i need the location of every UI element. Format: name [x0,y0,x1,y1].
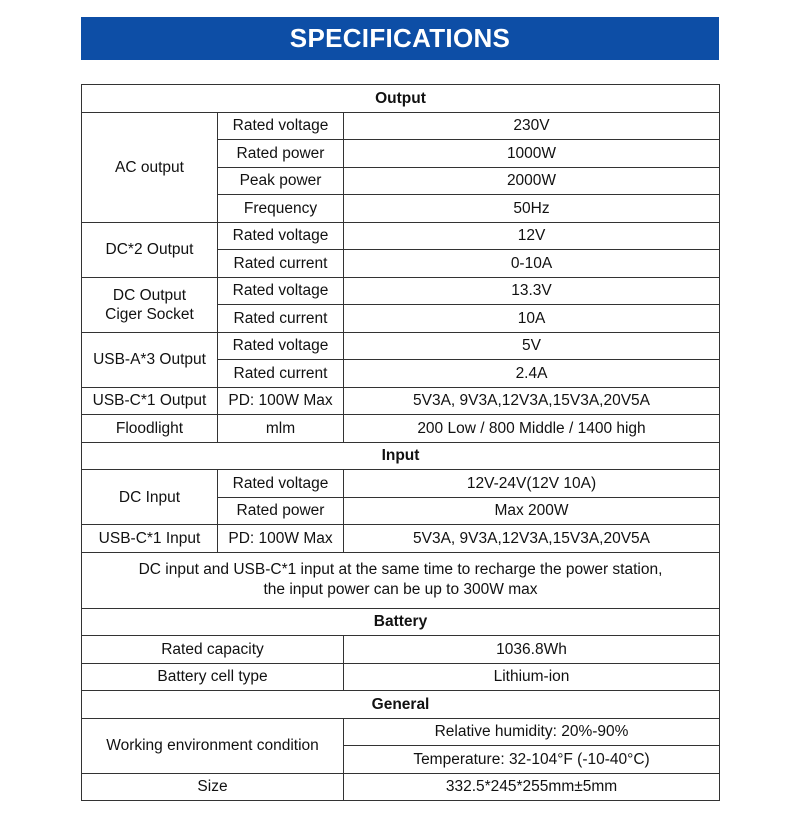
param-value: 13.3V [344,277,720,305]
group-label [82,277,218,332]
param-label: Rated voltage [218,277,344,305]
param-value: 230V [344,112,720,140]
note-line: DC input and USB-C*1 input at the same time to recharge the power station, [138,561,663,578]
param-value: 12V-24V(12V 10A) [344,470,720,498]
param-value: 332.5*245*255mm±5mm [344,773,720,801]
table-row [82,222,720,250]
group-label: USB-C*1 Output [82,387,218,415]
param-value: 1036.8Wh [344,636,720,664]
param-value: Lithium-ion [344,663,720,691]
param-label: Rated capacity [82,636,344,664]
table-row [82,415,720,443]
section-header-output [82,85,720,113]
table-row [82,387,720,415]
group-label: USB-A*3 Output [82,332,218,387]
param-value: 12V [344,222,720,250]
param-label: Rated voltage [218,332,344,360]
table-row [82,112,720,140]
param-value: 200 Low / 800 Middle / 1400 high [344,415,720,443]
section-header-general [82,691,720,719]
param-value: 50Hz [344,195,720,223]
param-label: Rated power [218,497,344,525]
param-value: 1000W [344,140,720,168]
param-label: Size [82,773,344,801]
param-label: Frequency [218,195,344,223]
param-label: Working environment condition [82,718,344,773]
param-label: Rated current [218,305,344,333]
table-row [82,525,720,553]
note-row [82,552,720,608]
table-row [82,636,720,664]
table-row [82,332,720,360]
param-value: 2.4A [344,360,720,388]
param-label: Rated voltage [218,112,344,140]
param-label: Rated voltage [218,222,344,250]
note-line: the input power can be up to 300W max [263,581,538,598]
param-label: Rated power [218,140,344,168]
group-label-line: DC Output [112,286,187,304]
table-row [82,663,720,691]
group-label: Floodlight [82,415,218,443]
param-label: Peak power [218,167,344,195]
table-row [82,718,720,746]
param-label: Battery cell type [82,663,344,691]
param-value: Relative humidity: 20%-90% [344,718,720,746]
section-header-battery [82,608,720,636]
param-label: mlm [218,415,344,443]
param-label: Rated current [218,250,344,278]
table-row [82,470,720,498]
group-label: DC Input [82,470,218,525]
group-label: USB-C*1 Input [82,525,218,553]
param-value: 2000W [344,167,720,195]
section-header-input [82,442,720,470]
param-label: Rated voltage [218,470,344,498]
group-label-line: Ciger Socket [105,305,194,323]
section-title: Input [82,442,720,470]
table-row [82,773,720,801]
table-row [82,277,720,305]
param-value: 0-10A [344,250,720,278]
param-label: PD: 100W Max [218,525,344,553]
param-label: PD: 100W Max [218,387,344,415]
param-value: Max 200W [344,497,720,525]
param-value: 5V3A, 9V3A,12V3A,15V3A,20V5A [344,387,720,415]
section-title: Output [82,85,720,113]
param-label: Rated current [218,360,344,388]
param-value: 5V [344,332,720,360]
group-label: DC*2 Output [82,222,218,277]
param-value: Temperature: 32-104°F (-10-40°C) [344,746,720,774]
param-value: 10A [344,305,720,333]
group-label: AC output [82,112,218,222]
spec-table [81,84,720,801]
section-title: General [82,691,720,719]
page-title: SPECIFICATIONS [81,17,719,60]
input-note [82,552,720,608]
param-value: 5V3A, 9V3A,12V3A,15V3A,20V5A [344,525,720,553]
section-title: Battery [82,608,720,636]
